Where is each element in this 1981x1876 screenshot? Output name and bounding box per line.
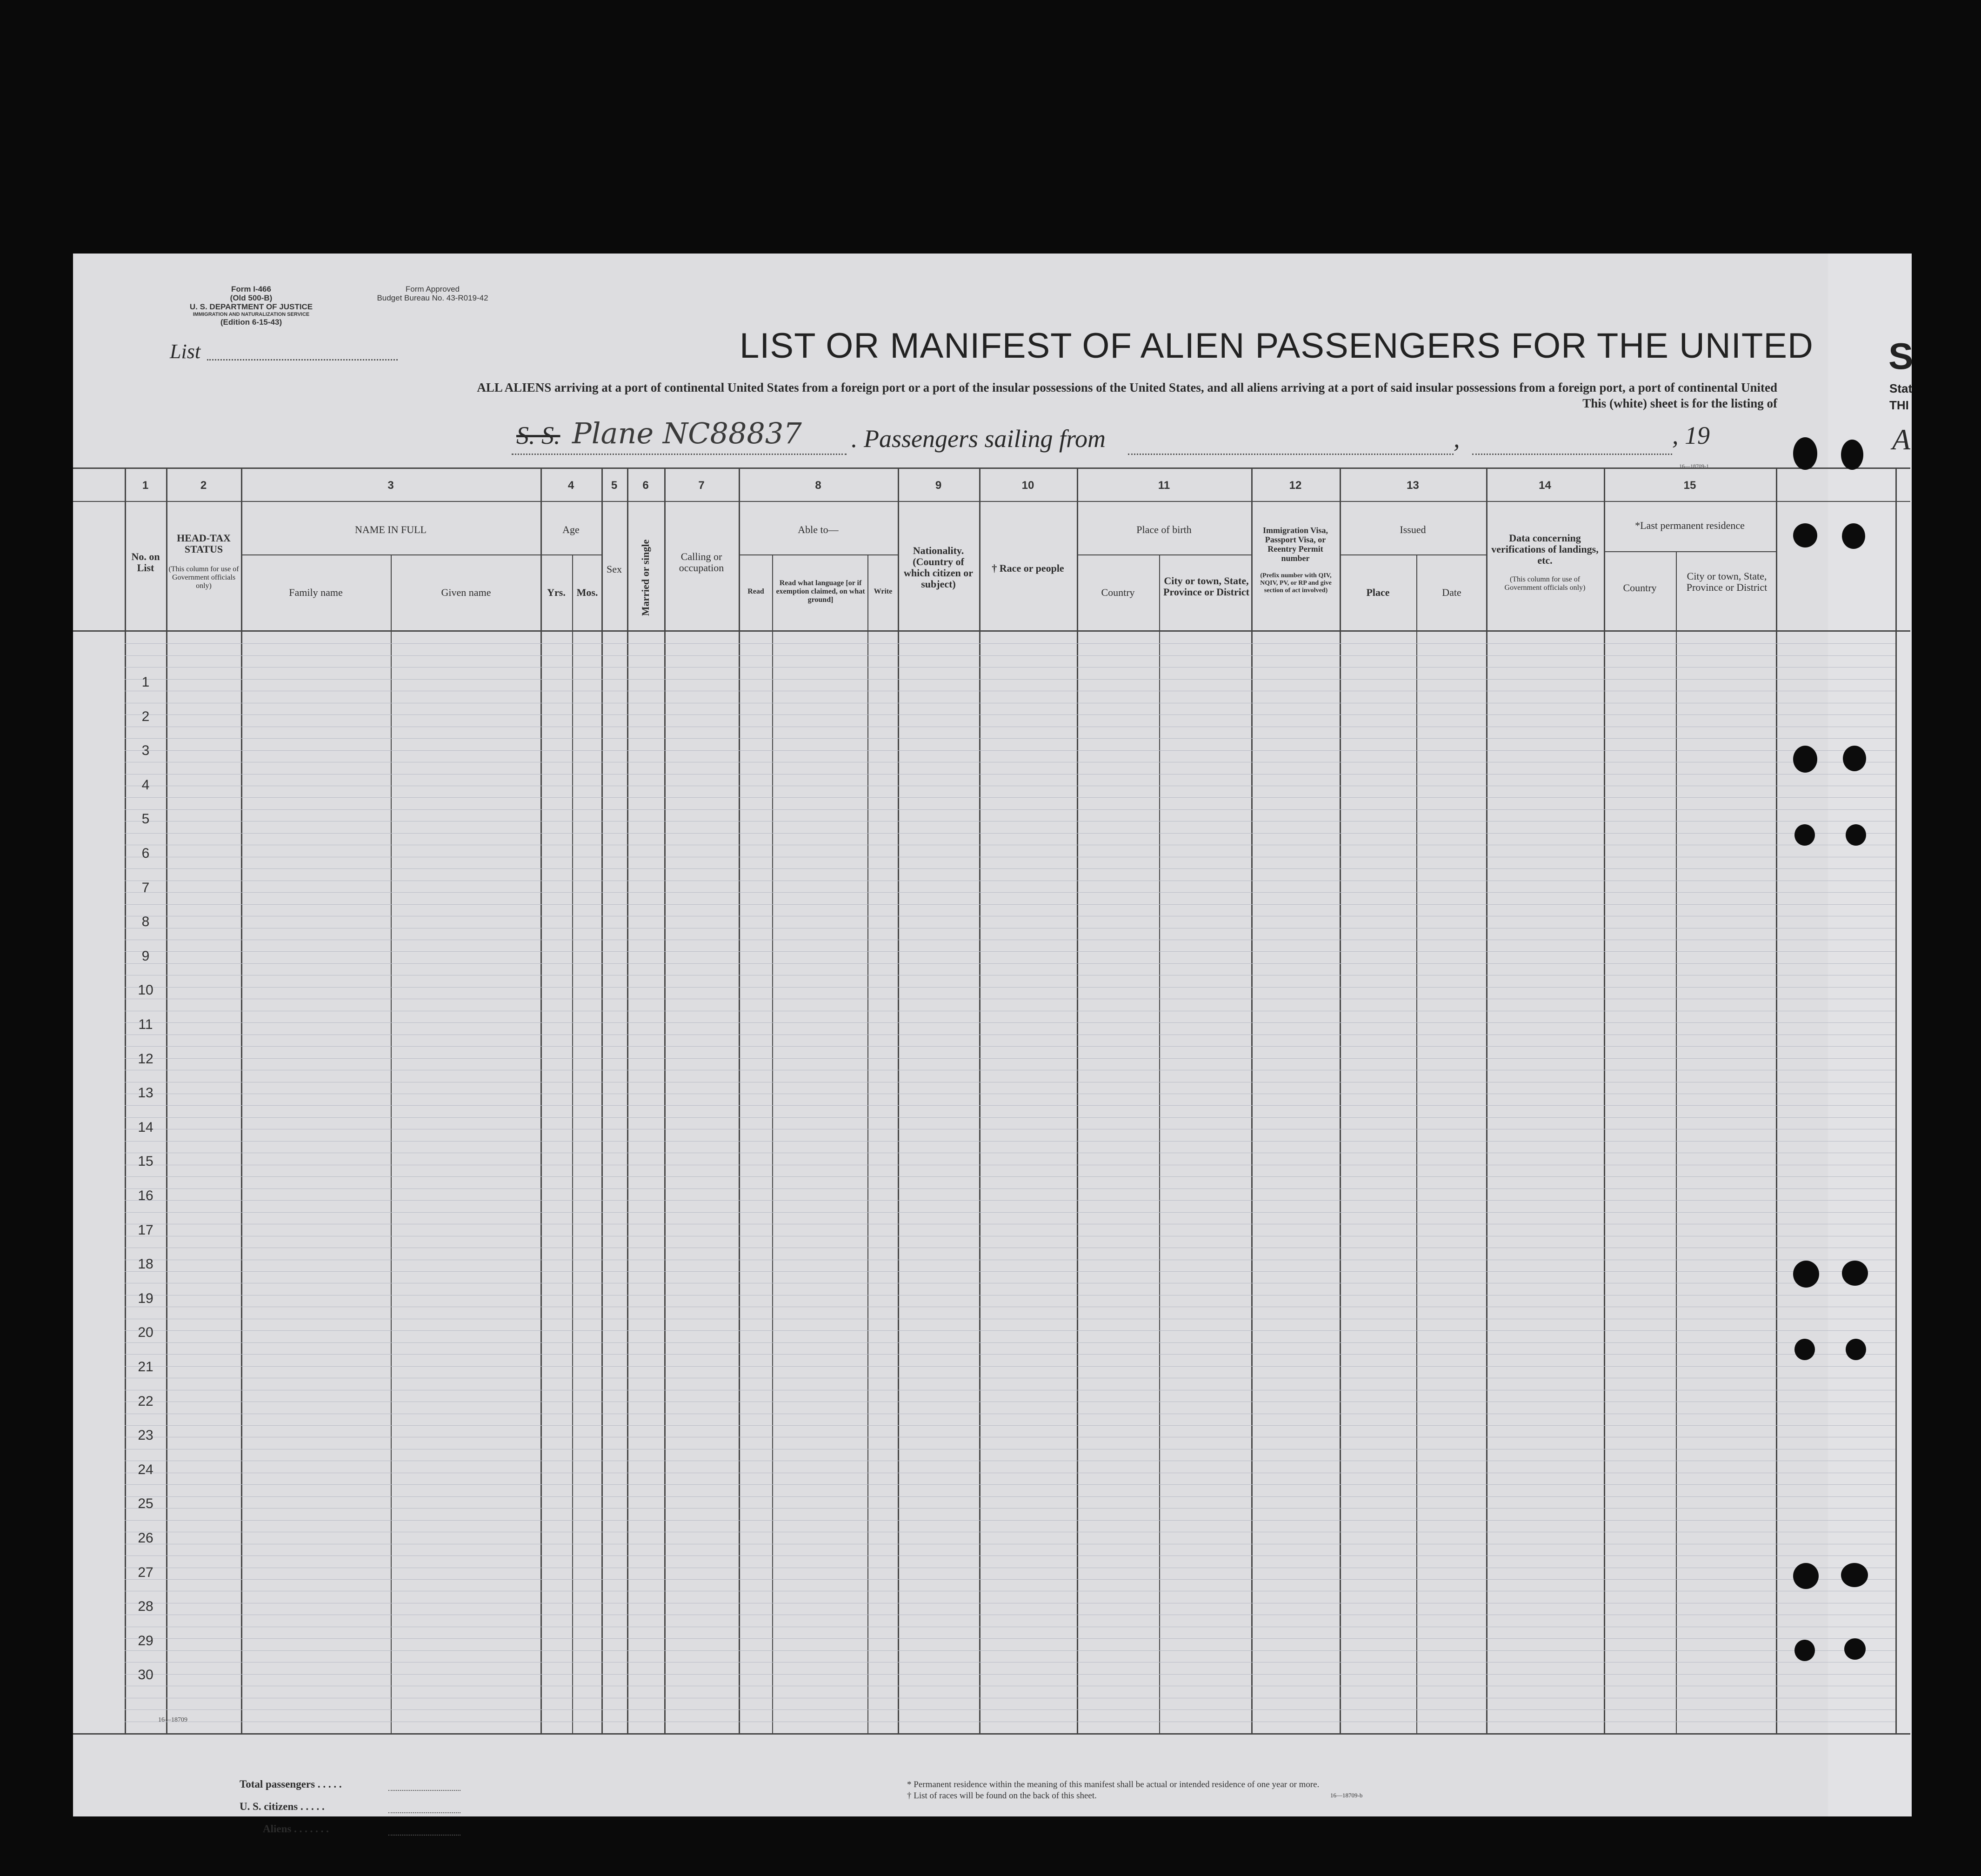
ruled-line	[125, 1638, 1895, 1639]
total-passengers-line	[388, 1790, 460, 1791]
adjoining-italic-letter: A	[1892, 423, 1911, 456]
col-line	[601, 467, 603, 1733]
header-visa: Immigration Visa, Passport Visa, or Reentry Permit number	[1262, 526, 1328, 563]
colnum-12: 12	[1289, 479, 1302, 492]
row-number: 9	[141, 948, 150, 964]
row-number: 10	[138, 982, 153, 998]
aliens-label: Aliens . . . . . . .	[263, 1823, 329, 1835]
col-line	[391, 554, 392, 1733]
colnum-8: 8	[815, 479, 821, 492]
header-name-in-full: NAME IN FULL	[355, 524, 427, 535]
colnum-1: 1	[142, 479, 149, 492]
header-mos: Mos.	[576, 587, 598, 598]
header-issued-date: Date	[1442, 587, 1461, 598]
row-number: 27	[138, 1565, 153, 1580]
col-line	[1077, 467, 1078, 1733]
row-number: 18	[138, 1256, 153, 1272]
header-issued-place: Place	[1366, 587, 1390, 598]
ruled-line	[125, 1188, 1895, 1189]
col-line	[540, 467, 542, 1733]
header-birth-country: Country	[1101, 587, 1135, 598]
age-subheader-line	[540, 554, 601, 555]
col-line	[1340, 467, 1341, 1733]
adjoining-notice-1: Stat	[1889, 381, 1913, 395]
col-line	[1251, 467, 1253, 1733]
form-edition: (Edition 6-15-43)	[220, 318, 282, 327]
colnum-14: 14	[1539, 479, 1551, 492]
aliens-line	[388, 1835, 460, 1836]
punch-hole	[1843, 746, 1866, 771]
row-number: 22	[138, 1394, 153, 1409]
header-issued: Issued	[1400, 524, 1426, 535]
header-bottom-border	[73, 630, 1910, 632]
ruled-line	[125, 1366, 1895, 1367]
adjoining-notice-2: THI	[1889, 398, 1909, 412]
ruled-line	[125, 1354, 1895, 1355]
passengers-sailing-label: . Passengers sailing from	[851, 425, 1106, 453]
ruled-line	[125, 963, 1895, 964]
col-line	[1159, 554, 1160, 1733]
row-number: 28	[138, 1599, 153, 1614]
ruled-line	[125, 738, 1895, 739]
punch-hole	[1794, 1339, 1815, 1360]
ruled-line	[125, 904, 1895, 905]
col-line	[772, 554, 773, 1733]
punch-hole	[1844, 1638, 1866, 1660]
row-number: 30	[138, 1667, 153, 1682]
ruled-line	[125, 868, 1895, 869]
ruled-line	[125, 1520, 1895, 1521]
col-line	[898, 467, 899, 1733]
row-number: 12	[138, 1051, 153, 1067]
row-number: 24	[138, 1462, 153, 1477]
colnum-13: 13	[1407, 479, 1419, 492]
ruled-line	[125, 809, 1895, 810]
ruled-line	[125, 1046, 1895, 1047]
col-line	[1604, 467, 1605, 1733]
approval-line-2: Budget Bureau No. 43-R019-42	[377, 294, 488, 302]
header-no-on-list: No. on List	[131, 551, 160, 574]
ruled-line	[125, 1117, 1895, 1118]
ruled-line	[125, 655, 1895, 656]
ruled-line	[125, 1105, 1895, 1106]
colnum-4: 4	[567, 479, 574, 492]
punch-hole	[1794, 824, 1815, 846]
punch-hole	[1793, 746, 1817, 773]
us-citizens-label: U. S. citizens . . . . .	[240, 1801, 325, 1812]
print-code-bottom: 16—18709	[158, 1716, 187, 1723]
header-married-single: Married or single	[640, 539, 651, 616]
ruled-line	[125, 1141, 1895, 1142]
row-number: 3	[141, 743, 150, 758]
row-number: 25	[138, 1496, 153, 1511]
header-write: Write	[874, 588, 893, 595]
col-line	[241, 467, 242, 1733]
form-identification	[153, 285, 349, 327]
ruled-line	[125, 1330, 1895, 1331]
approval-line-1: Form Approved	[405, 285, 460, 294]
header-last-residence: *Last permanent residence	[1635, 520, 1745, 531]
form-number: Form I-466	[231, 285, 271, 294]
header-residence-country: Country	[1623, 582, 1657, 594]
header-calling: Calling or occupation	[679, 551, 724, 574]
adjoining-sheet-edge	[1828, 254, 1912, 1816]
row-number: 14	[138, 1120, 153, 1135]
row-number: 7	[141, 880, 150, 895]
header-head-tax: HEAD-TAX STATUS	[177, 532, 231, 555]
list-label: List	[170, 340, 201, 363]
row-number: 17	[138, 1222, 153, 1238]
residence-subheader-line	[1604, 551, 1776, 552]
col-line	[627, 467, 628, 1733]
header-able-to: Able to—	[798, 524, 839, 535]
punch-hole	[1842, 523, 1865, 549]
colnum-10: 10	[1021, 479, 1034, 492]
header-verification-note: (This column for use of Government officials only)	[1504, 575, 1586, 592]
department-name: U. S. DEPARTMENT OF JUSTICE	[189, 302, 313, 311]
row-number: 6	[141, 846, 150, 861]
col-line	[1416, 554, 1417, 1733]
ruled-line	[125, 1425, 1895, 1426]
ruled-line	[125, 1484, 1895, 1485]
ruled-line	[125, 750, 1895, 751]
name-subheader-line	[241, 554, 540, 555]
page-title: LIST OR MANIFEST OF ALIEN PASSENGERS FOR THE UNITED	[740, 326, 1814, 366]
row-number: 19	[138, 1291, 153, 1306]
colnum-2: 2	[200, 479, 207, 492]
row-number: 29	[138, 1633, 153, 1649]
punch-hole	[1793, 1563, 1819, 1589]
column-number-divider	[73, 501, 1910, 502]
ruled-line	[125, 1271, 1895, 1272]
table-bottom-border	[73, 1733, 1910, 1735]
print-code-footnote: 16—18709-b	[1330, 1792, 1363, 1799]
col-line	[572, 554, 573, 1733]
ruled-line	[125, 987, 1895, 988]
vessel-name-line	[512, 454, 847, 455]
col-line	[125, 467, 126, 1733]
row-number: 2	[141, 709, 150, 724]
header-yrs: Yrs.	[547, 587, 566, 598]
punch-hole	[1842, 1261, 1868, 1286]
ruled-line	[125, 1579, 1895, 1580]
col-line	[867, 554, 868, 1733]
punch-hole	[1841, 440, 1863, 470]
row-number: 8	[141, 914, 150, 929]
ruled-line	[125, 1058, 1895, 1059]
year-prefix: , 19	[1672, 421, 1710, 449]
header-sex: Sex	[607, 563, 622, 575]
header-place-of-birth: Place of birth	[1136, 524, 1192, 535]
able-subheader-line	[739, 554, 898, 555]
header-nationality: Nationality. (Country of which citizen or subject)	[903, 545, 974, 590]
header-read: Read	[747, 588, 764, 595]
ruled-line	[125, 833, 1895, 834]
colnum-11: 11	[1158, 479, 1170, 492]
ruled-line	[125, 797, 1895, 798]
ruled-line	[125, 1200, 1895, 1201]
row-number: 5	[141, 811, 150, 827]
row-number: 21	[138, 1359, 153, 1375]
port-comma: ,	[1454, 425, 1460, 453]
total-passengers-label: Total passengers . . . . .	[240, 1778, 342, 1790]
vessel-name-handwritten: Plane NC88837	[572, 416, 802, 450]
header-head-tax-note: (This column for use of Government officials only)	[168, 565, 239, 590]
row-number: 23	[138, 1428, 153, 1443]
ruled-line	[125, 679, 1895, 680]
header-read-language: Read what language [or if exemption claimed, on what ground]	[776, 579, 865, 604]
col-line	[1486, 467, 1487, 1733]
adjoining-title-letter: S	[1888, 335, 1914, 377]
ruled-line	[125, 1022, 1895, 1023]
notice-line-1: ALL ALIENS arriving at a port of continental United States from a foreign port or a port of the insular possessions of the United States, and all aliens arriving at a port of said insular possessions from a foreign port, a port of continental United	[477, 381, 1777, 394]
table-top-border	[73, 467, 1910, 469]
punch-hole	[1793, 1261, 1819, 1288]
list-number-line	[207, 359, 398, 361]
birth-subheader-line	[1077, 554, 1251, 555]
header-visa-note: (Prefix number with QIV, NQIV, PV, or RP and give section of act involved)	[1260, 572, 1332, 594]
print-code-top: 16—18709-1	[1679, 463, 1709, 469]
header-verification: Data concerning verifications of landings, etc.	[1491, 532, 1599, 566]
row-number: 15	[138, 1154, 153, 1169]
ruled-line	[125, 667, 1895, 668]
row-number: 26	[138, 1530, 153, 1546]
date-line	[1472, 454, 1672, 455]
ss-label: S. S.	[516, 421, 560, 449]
colnum-7: 7	[698, 479, 705, 492]
header-family-name: Family name	[289, 587, 343, 598]
port-line	[1128, 454, 1454, 455]
header-race: † Race or people	[992, 562, 1064, 574]
col-line	[1776, 467, 1777, 1733]
form-approval	[363, 285, 502, 302]
row-number: 1	[141, 674, 150, 690]
colnum-9: 9	[935, 479, 942, 492]
punch-hole	[1794, 1640, 1815, 1661]
service-name: IMMIGRATION AND NATURALIZATION SERVICE	[193, 312, 310, 317]
ruled-line	[125, 643, 1895, 644]
col-line	[1895, 467, 1897, 1733]
col-line	[166, 467, 167, 1733]
form-old-number: (Old 500-B)	[230, 294, 273, 302]
punch-hole	[1846, 1339, 1866, 1360]
row-number: 4	[141, 777, 150, 793]
punch-hole	[1793, 523, 1817, 547]
ruled-line	[125, 1342, 1895, 1343]
ruled-line	[125, 714, 1895, 715]
ruled-line	[125, 951, 1895, 952]
ruled-line	[125, 1212, 1895, 1213]
footnote-residence: * Permanent residence within the meaning of this manifest shall be actual or intended residence of one year or more.	[907, 1780, 1320, 1789]
row-number: 11	[138, 1017, 153, 1032]
footnote-races: † List of races will be found on the back of this sheet.	[907, 1791, 1097, 1801]
issued-subheader-line	[1340, 554, 1486, 555]
ruled-line	[125, 1176, 1895, 1177]
colnum-5: 5	[611, 479, 618, 492]
header-residence-city: City or town, State, Province or District	[1686, 570, 1768, 593]
colnum-3: 3	[387, 479, 394, 492]
punch-hole	[1846, 824, 1866, 846]
col-line	[664, 467, 666, 1733]
header-given-name: Given name	[441, 587, 491, 598]
notice-line-2: This (white) sheet is for the listing of	[1582, 396, 1777, 410]
ruled-line	[125, 892, 1895, 893]
row-number: 16	[138, 1188, 153, 1203]
ruled-line	[125, 1674, 1895, 1675]
us-citizens-line	[388, 1812, 460, 1813]
row-number: 20	[138, 1325, 153, 1340]
row-number: 13	[138, 1085, 153, 1101]
ruled-line	[125, 1650, 1895, 1651]
header-age: Age	[562, 524, 580, 535]
header-birth-city: City or town, State, Province or District	[1163, 575, 1249, 598]
punch-hole	[1841, 1563, 1868, 1587]
ruled-line	[125, 1709, 1895, 1710]
colnum-6: 6	[642, 479, 649, 492]
colnum-15: 15	[1683, 479, 1696, 492]
col-line	[979, 467, 980, 1733]
punch-hole	[1793, 437, 1817, 470]
ruled-line	[125, 1508, 1895, 1509]
col-line	[739, 467, 740, 1733]
ruled-line	[125, 1496, 1895, 1497]
